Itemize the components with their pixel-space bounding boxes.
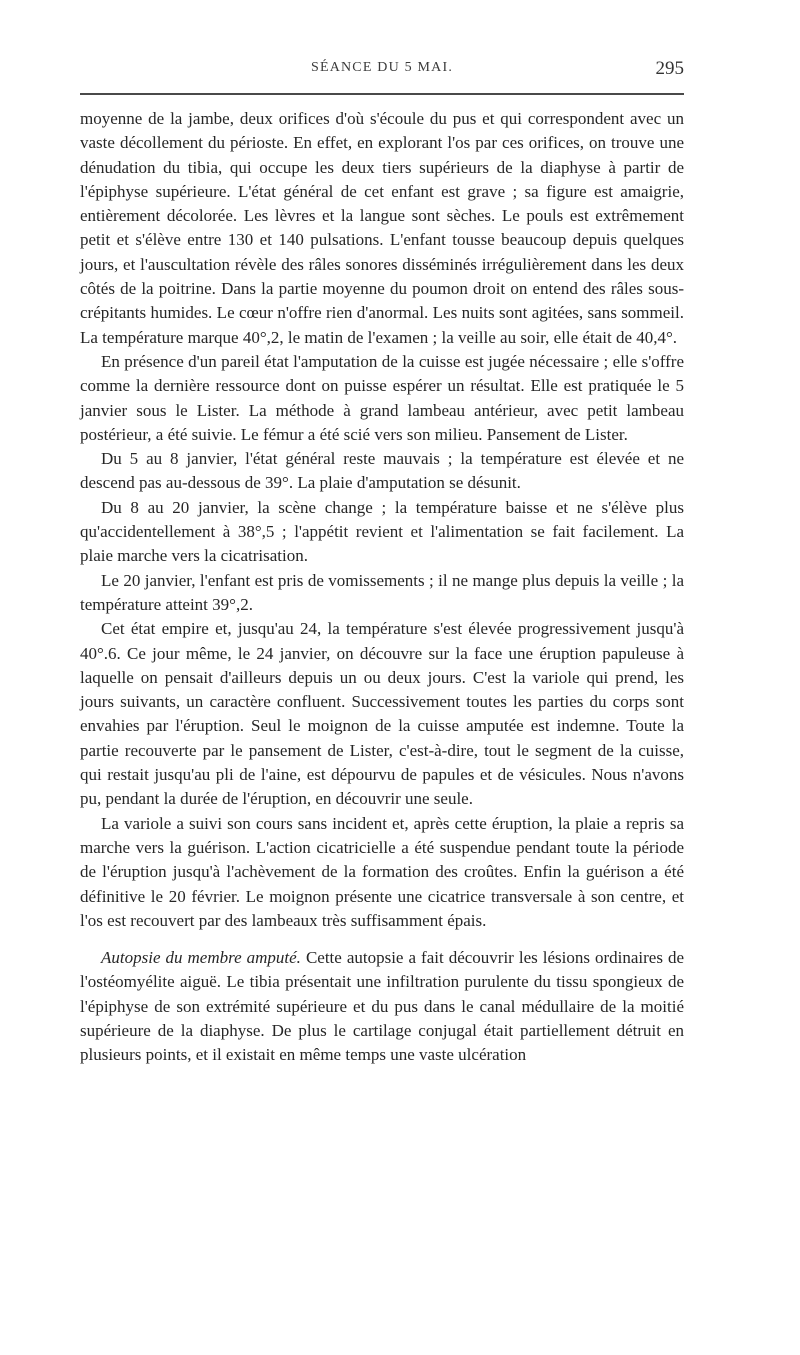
autopsy-heading: Autopsie du membre amputé. (101, 948, 301, 968)
autopsy-text: Cette autopsie a fait découvrir les lésions ordinaires de l'ostéomyélite aiguë. Le tibia présentait une infiltration purulente du tissu spongieux de l'épiphyse de son extrémité supérieure et du pus dans le canal médullaire de la moitié supérieure de la diaphyse. De plus le cartilage conjugal était partiellement détruit en plusieurs points, et il existait en même temps une vaste ulcération (80, 948, 684, 1065)
paragraph-8-20-janvier: Du 8 au 20 janvier, la scène change ; la température baisse et ne s'élève plus qu'accidentellement à 38°,5 ; l'appétit revient et l'alimentation se fait facilement. La plaie marche vers la cicatrisation. (80, 497, 684, 566)
paragraph-autopsie (80, 946, 684, 1067)
body-text (80, 107, 684, 1068)
page-number: 295 (655, 58, 684, 79)
paragraph-amputation: En présence d'un pareil état l'amputation de la cuisse est jugée nécessaire ; elle s'offre comme la dernière ressource dont on puisse espérer un résultat. Elle est pratiquée le 5 janvier sous le Lister. La méthode à grand lambeau antérieur, avec petit lambeau postérieur, a été suivie. Le fémur a été scié vers son milieu. Pansement de Lister. (80, 351, 684, 444)
paragraph-guerison: La variole a suivi son cours sans incident et, après cette éruption, la plaie a repris sa marche vers la guérison. L'action cicatricielle a été suspendue pendant toute la période de l'éruption jusqu'à l'achèvement de la formation des croûtes. Enfin la guérison a été définitive le 20 février. Le moignon présente une cicatrice transversale à son centre, et l'os est recouvert par des lambeaux très suffisamment épais. (80, 813, 684, 930)
paragraph-continuation: moyenne de la jambe, deux orifices d'où s'écoule du pus et qui correspondent avec un vaste décollement du périoste. En effet, en explorant l'os par ces orifices, on trouve une dénudation du tibia, qui occupe les deux tiers supérieurs de la diaphyse à partir de l'épiphyse supérieure. L'état général de cet enfant est grave ; sa figure est amaigrie, entièrement décolorée. Les lèvres et la langue sont sèches. Le pouls est extrêmement petit et s'élève entre 130 et 140 pulsations. L'enfant tousse beaucoup depuis quelques jours, et l'auscultation révèle des râles sonores disséminés irrégulièrement dans les deux côtés de la poitrine. Dans la partie moyenne du poumon droit on entend des râles sous-crépitants humides. Le cœur n'offre rien d'anormal. Les nuits sont agitées, sans sommeil. La température marque 40°,2, le matin de l'examen ; la veille au soir, elle était de 40,4°. (80, 109, 684, 347)
paragraph-variole-eruption: Cet état empire et, jusqu'au 24, la température s'est élevée progressivement jusqu'à 40°.6. Ce jour même, le 24 janvier, on découvre sur la face une éruption papuleuse à laquelle on pensait d'ailleurs depuis un ou deux jours. C'est la variole qui prend, les jours suivants, un caractère confluent. Successivement toutes les parties du corps sont envahies par l'éruption. Seul le moignon de la cuisse amputée est indemne. Toute la partie recouverte par le pansement de Lister, c'est-à-dire, tout le segment de la cuisse, qui restait jusqu'au pli de l'aine, est dépourvu de papules et de vésicules. Nous n'avons pu, pendant la durée de l'éruption, en découvrir une seule. (80, 619, 684, 809)
running-title: SÉANCE DU 5 MAI. (310, 60, 454, 75)
paragraph-20-janvier: Le 20 janvier, l'enfant est pris de vomissements ; il ne mange plus depuis la veille ; la température atteint 39°,2. (80, 570, 684, 614)
page-header (80, 58, 684, 84)
paragraph-5-8-janvier: Du 5 au 8 janvier, l'état général reste mauvais ; la température est élevée et ne descend pas au-dessous de 39°. La plaie d'amputation se désunit. (80, 449, 684, 493)
header-rule (80, 93, 684, 95)
